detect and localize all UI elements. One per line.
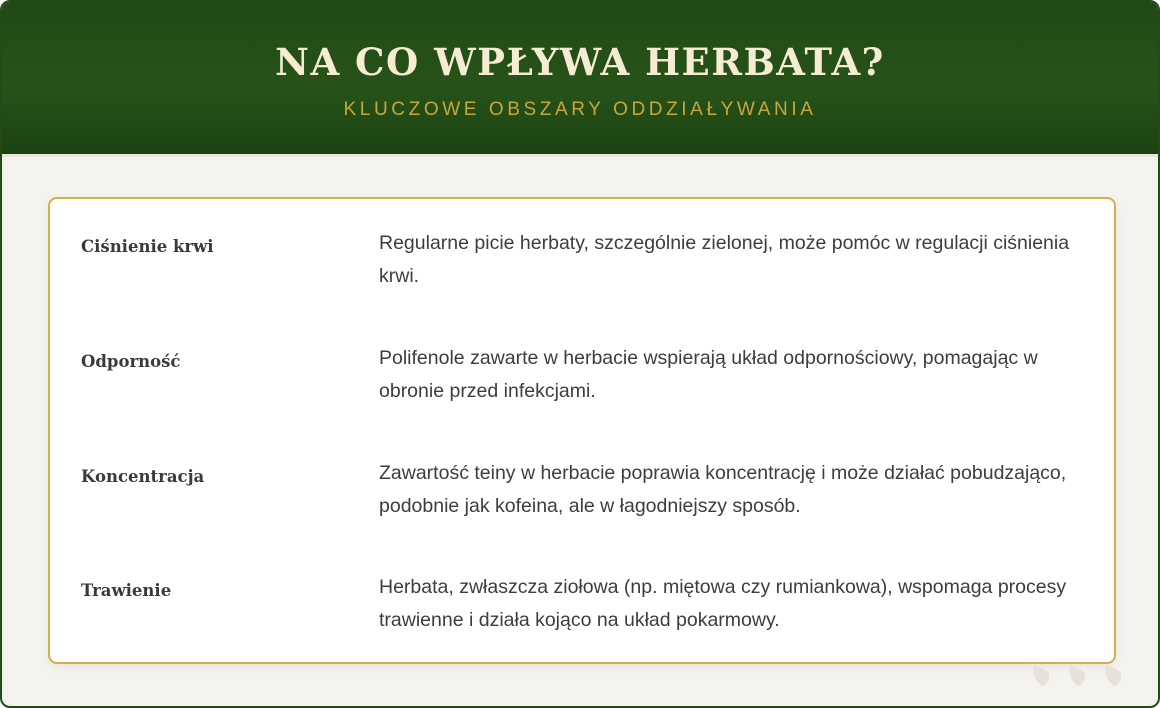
row-text-digestion: Herbata, zwłaszcza ziołowa (np. miętowa czy rumiankowa), wspomaga procesy trawienne i działa kojąco na układ pokarmowy. (379, 576, 1067, 631)
header-banner (2, 2, 1158, 157)
row-text-immunity: Polifenole zawarte w herbacie wspierają układ odpornościowy, pomagając w obronie przed infekcjami. (379, 347, 1038, 402)
content-card (48, 197, 1116, 664)
row-text-concentration: Zawartość teiny w herbacie poprawia koncentrację i może działać pobudzająco, podobnie jak kofeina, ale w łagodniejszy sposób. (379, 462, 1067, 517)
page-title: NA CO WPŁYWA HERBATA? (275, 40, 885, 84)
leaf-icon (1066, 662, 1088, 688)
row-label-immunity: Odporność (81, 352, 181, 371)
leaf-icon (1030, 662, 1052, 688)
leaf-icon (1102, 662, 1124, 688)
row-label-concentration: Koncentracja (81, 467, 205, 486)
row-label-blood-pressure: Ciśnienie krwi (81, 237, 214, 256)
row-text-blood-pressure: Regularne picie herbaty, szczególnie zielonej, może pomóc w regulacji ciśnienia krwi. (379, 232, 1070, 287)
page-subtitle: KLUCZOWE OBSZARY ODDZIAŁYWANIA (343, 99, 817, 120)
row-label-digestion: Trawienie (81, 581, 172, 600)
